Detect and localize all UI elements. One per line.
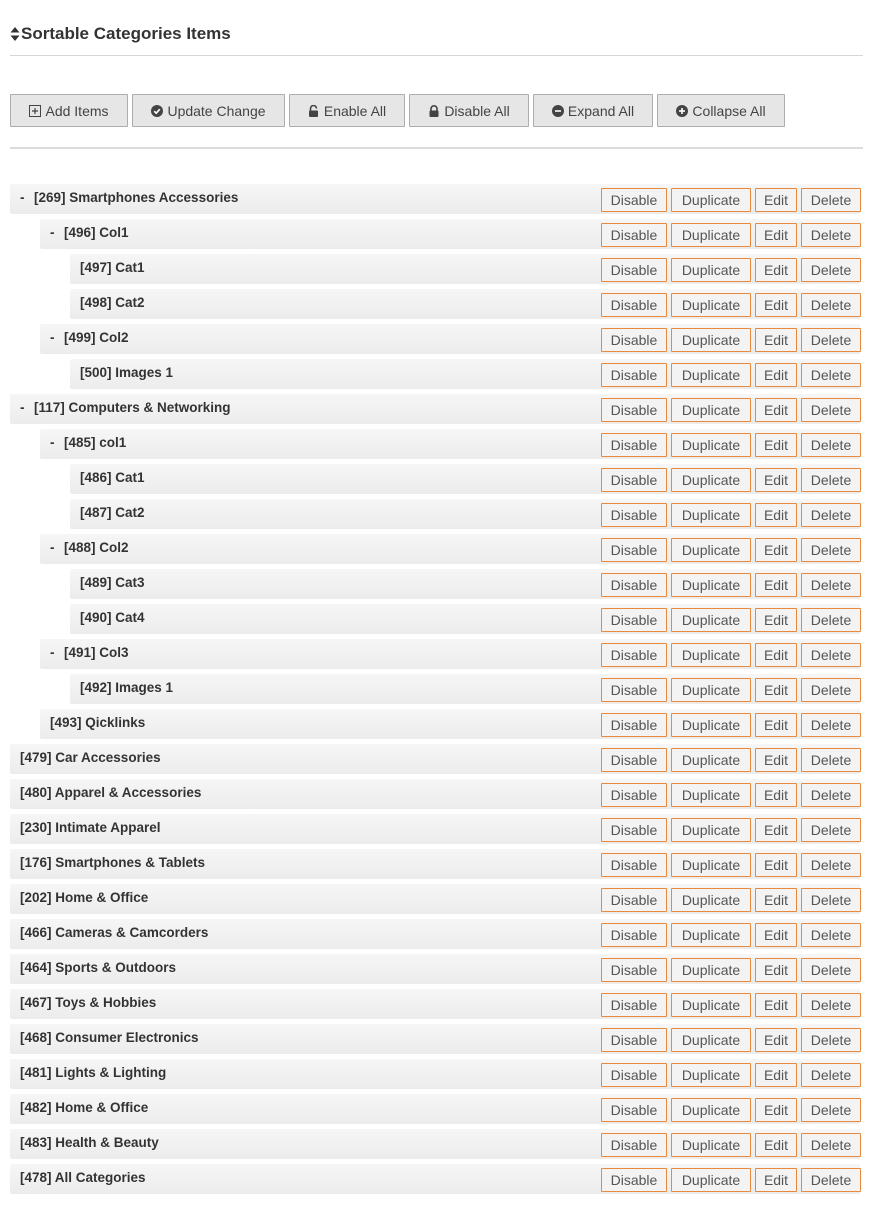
duplicate-button[interactable]: Duplicate [671, 783, 751, 807]
expand-all-button[interactable] [533, 94, 653, 127]
tree-item-label: [478] All Categories [20, 1170, 146, 1185]
plus-circle-icon [676, 105, 688, 117]
edit-button[interactable]: Edit [755, 888, 797, 912]
add-items-label: Add Items [45, 102, 109, 119]
tree-item-label: [176] Smartphones & Tablets [20, 855, 206, 870]
disable-button[interactable]: Disable [601, 818, 667, 842]
delete-button[interactable]: Delete [801, 573, 861, 597]
duplicate-button[interactable]: Duplicate [671, 1028, 751, 1052]
tree-item-label: [492] Images 1 [80, 680, 174, 695]
tree-item-label [50, 219, 129, 249]
delete-button[interactable]: Delete [801, 713, 861, 737]
enable-all-button[interactable] [289, 94, 405, 127]
tree-item-label: [487] Cat2 [80, 505, 145, 520]
disable-button[interactable]: Disable [601, 398, 667, 422]
duplicate-button[interactable]: Duplicate [671, 1133, 751, 1157]
disable-button[interactable]: Disable [601, 713, 667, 737]
edit-button[interactable]: Edit [755, 258, 797, 282]
disable-button[interactable]: Disable [601, 1098, 667, 1122]
expand-all-label: Expand All [567, 102, 635, 119]
tree-item-label: [500] Images 1 [80, 365, 174, 380]
edit-button[interactable]: Edit [755, 713, 797, 737]
tree-item-text: [485] col1 [64, 435, 127, 450]
duplicate-button[interactable]: Duplicate [671, 608, 751, 632]
edit-button[interactable]: Edit [755, 608, 797, 632]
disable-all-button[interactable] [409, 94, 529, 127]
toggle-collapse-icon[interactable]: - [50, 645, 55, 660]
disable-button[interactable]: Disable [601, 328, 667, 352]
delete-button[interactable]: Delete [801, 503, 861, 527]
duplicate-button[interactable]: Duplicate [671, 818, 751, 842]
edit-button[interactable]: Edit [755, 1098, 797, 1122]
disable-button[interactable]: Disable [601, 678, 667, 702]
disable-button[interactable]: Disable [601, 853, 667, 877]
disable-button[interactable]: Disable [601, 293, 667, 317]
delete-button[interactable]: Delete [801, 608, 861, 632]
duplicate-button[interactable]: Duplicate [671, 573, 751, 597]
delete-button[interactable]: Delete [801, 678, 861, 702]
title-divider [10, 55, 863, 56]
tree-item-label [50, 324, 129, 354]
duplicate-button[interactable]: Duplicate [671, 748, 751, 772]
edit-button[interactable]: Edit [755, 643, 797, 667]
delete-button[interactable]: Delete [801, 538, 861, 562]
delete-button[interactable]: Delete [801, 748, 861, 772]
tree-item-label: [202] Home & Office [20, 890, 149, 905]
disable-button[interactable]: Disable [601, 1028, 667, 1052]
duplicate-button[interactable]: Duplicate [671, 223, 751, 247]
delete-button[interactable]: Delete [801, 993, 861, 1017]
toggle-collapse-icon[interactable]: - [50, 435, 55, 450]
tree-item-label: [230] Intimate Apparel [20, 820, 161, 835]
disable-button[interactable]: Disable [601, 573, 667, 597]
delete-button[interactable]: Delete [801, 888, 861, 912]
disable-button[interactable]: Disable [601, 538, 667, 562]
edit-button[interactable]: Edit [755, 1168, 797, 1192]
edit-button[interactable]: Edit [755, 398, 797, 422]
disable-button[interactable]: Disable [601, 1133, 667, 1157]
tree-item-label: [480] Apparel & Accessories [20, 785, 202, 800]
tree-item-label: [481] Lights & Lighting [20, 1065, 167, 1080]
duplicate-button[interactable]: Duplicate [671, 503, 751, 527]
tree-item-text: [269] Smartphones Accessories [34, 190, 239, 205]
disable-button[interactable]: Disable [601, 643, 667, 667]
duplicate-button[interactable]: Duplicate [671, 433, 751, 457]
duplicate-button[interactable]: Duplicate [671, 958, 751, 982]
toggle-collapse-icon[interactable]: - [50, 330, 55, 345]
edit-button[interactable]: Edit [755, 188, 797, 212]
disable-button[interactable]: Disable [601, 223, 667, 247]
disable-button[interactable]: Disable [601, 748, 667, 772]
lock-icon [428, 105, 440, 117]
tree-item-text: [488] Col2 [64, 540, 129, 555]
edit-button[interactable]: Edit [755, 958, 797, 982]
disable-button[interactable]: Disable [601, 188, 667, 212]
edit-button[interactable]: Edit [755, 678, 797, 702]
duplicate-button[interactable]: Duplicate [671, 468, 751, 492]
toggle-collapse-icon[interactable]: - [20, 400, 25, 415]
minus-circle-icon [552, 105, 564, 117]
tree-item-text: [491] Col3 [64, 645, 129, 660]
collapse-all-button[interactable] [657, 94, 785, 127]
delete-button[interactable]: Delete [801, 468, 861, 492]
tree-item-label: [486] Cat1 [80, 470, 145, 485]
tree-item-label [50, 534, 129, 564]
unlock-icon [308, 105, 320, 117]
duplicate-button[interactable]: Duplicate [671, 188, 751, 212]
delete-button[interactable]: Delete [801, 1028, 861, 1052]
tree-item-text: [496] Col1 [64, 225, 129, 240]
duplicate-button[interactable]: Duplicate [671, 1098, 751, 1122]
toolbar-divider [10, 147, 863, 149]
collapse-all-label: Collapse All [692, 102, 766, 119]
disable-button[interactable]: Disable [601, 783, 667, 807]
edit-button[interactable]: Edit [755, 293, 797, 317]
tree-item-label: [489] Cat3 [80, 575, 145, 590]
edit-button[interactable]: Edit [755, 433, 797, 457]
add-items-button[interactable] [10, 94, 128, 127]
edit-button[interactable]: Edit [755, 503, 797, 527]
edit-button[interactable]: Edit [755, 853, 797, 877]
tree-item-text: [499] Col2 [64, 330, 129, 345]
edit-button[interactable]: Edit [755, 783, 797, 807]
disable-button[interactable]: Disable [601, 958, 667, 982]
duplicate-button[interactable]: Duplicate [671, 328, 751, 352]
delete-button[interactable]: Delete [801, 923, 861, 947]
duplicate-button[interactable]: Duplicate [671, 258, 751, 282]
tree-item-label [50, 429, 126, 459]
tree-item-label: [493] Qicklinks [50, 715, 146, 730]
page-title-text: Sortable Categories Items [21, 24, 231, 43]
tree-item-label: [490] Cat4 [80, 610, 145, 625]
edit-button[interactable]: Edit [755, 538, 797, 562]
duplicate-button[interactable]: Duplicate [671, 923, 751, 947]
duplicate-button[interactable]: Duplicate [671, 1063, 751, 1087]
edit-button[interactable]: Edit [755, 363, 797, 387]
disable-button[interactable]: Disable [601, 363, 667, 387]
plus-square-icon [29, 105, 41, 117]
duplicate-button[interactable]: Duplicate [671, 1168, 751, 1192]
toggle-collapse-icon[interactable]: - [50, 540, 55, 555]
toggle-collapse-icon[interactable]: - [20, 190, 25, 205]
update-change-button[interactable] [132, 94, 285, 127]
duplicate-button[interactable]: Duplicate [671, 713, 751, 737]
delete-button[interactable]: Delete [801, 363, 861, 387]
disable-all-label: Disable All [444, 102, 510, 119]
delete-button[interactable]: Delete [801, 1098, 861, 1122]
delete-button[interactable]: Delete [801, 818, 861, 842]
delete-button[interactable]: Delete [801, 328, 861, 352]
tree-item-label: [468] Consumer Electronics [20, 1030, 199, 1045]
edit-button[interactable]: Edit [755, 468, 797, 492]
disable-button[interactable]: Disable [601, 923, 667, 947]
delete-button[interactable]: Delete [801, 783, 861, 807]
enable-all-label: Enable All [323, 102, 387, 119]
delete-button[interactable]: Delete [801, 188, 861, 212]
duplicate-button[interactable]: Duplicate [671, 293, 751, 317]
delete-button[interactable]: Delete [801, 643, 861, 667]
disable-button[interactable]: Disable [601, 608, 667, 632]
tree-item-label: [497] Cat1 [80, 260, 145, 275]
edit-button[interactable]: Edit [755, 993, 797, 1017]
tree-item-label: [467] Toys & Hobbies [20, 995, 157, 1010]
edit-button[interactable]: Edit [755, 923, 797, 947]
toggle-collapse-icon[interactable]: - [50, 225, 55, 240]
delete-button[interactable]: Delete [801, 433, 861, 457]
disable-button[interactable]: Disable [601, 433, 667, 457]
edit-button[interactable]: Edit [755, 1133, 797, 1157]
disable-button[interactable]: Disable [601, 1063, 667, 1087]
tree-item-label [20, 394, 231, 424]
disable-button[interactable]: Disable [601, 503, 667, 527]
delete-button[interactable]: Delete [801, 853, 861, 877]
duplicate-button[interactable]: Duplicate [671, 643, 751, 667]
delete-button[interactable]: Delete [801, 258, 861, 282]
delete-button[interactable]: Delete [801, 293, 861, 317]
duplicate-button[interactable]: Duplicate [671, 993, 751, 1017]
duplicate-button[interactable]: Duplicate [671, 538, 751, 562]
tree-item-label [50, 639, 129, 669]
disable-button[interactable]: Disable [601, 468, 667, 492]
delete-button[interactable]: Delete [801, 958, 861, 982]
edit-button[interactable]: Edit [755, 328, 797, 352]
edit-button[interactable]: Edit [755, 1063, 797, 1087]
delete-button[interactable]: Delete [801, 1063, 861, 1087]
delete-button[interactable]: Delete [801, 1133, 861, 1157]
check-circle-icon [151, 105, 163, 117]
duplicate-button[interactable]: Duplicate [671, 888, 751, 912]
tree-item-label: [479] Car Accessories [20, 750, 161, 765]
disable-button[interactable]: Disable [601, 258, 667, 282]
delete-button[interactable]: Delete [801, 223, 861, 247]
tree-item-label: [464] Sports & Outdoors [20, 960, 177, 975]
edit-button[interactable]: Edit [755, 1028, 797, 1052]
delete-button[interactable]: Delete [801, 1168, 861, 1192]
edit-button[interactable]: Edit [755, 573, 797, 597]
tree-item-label [20, 184, 238, 214]
duplicate-button[interactable]: Duplicate [671, 853, 751, 877]
duplicate-button[interactable]: Duplicate [671, 363, 751, 387]
tree-item-label: [466] Cameras & Camcorders [20, 925, 209, 940]
sort-icon [10, 26, 20, 42]
edit-button[interactable]: Edit [755, 748, 797, 772]
edit-button[interactable]: Edit [755, 223, 797, 247]
disable-button[interactable]: Disable [601, 1168, 667, 1192]
edit-button[interactable]: Edit [755, 818, 797, 842]
disable-button[interactable]: Disable [601, 888, 667, 912]
disable-button[interactable]: Disable [601, 993, 667, 1017]
tree-item-text: [117] Computers & Networking [34, 400, 231, 415]
tree-item-label: [482] Home & Office [20, 1100, 149, 1115]
page-title [10, 22, 231, 46]
tree-item-label: [498] Cat2 [80, 295, 145, 310]
tree-item-label: [483] Health & Beauty [20, 1135, 159, 1150]
duplicate-button[interactable]: Duplicate [671, 398, 751, 422]
delete-button[interactable]: Delete [801, 398, 861, 422]
duplicate-button[interactable]: Duplicate [671, 678, 751, 702]
update-change-label: Update Change [167, 102, 266, 119]
